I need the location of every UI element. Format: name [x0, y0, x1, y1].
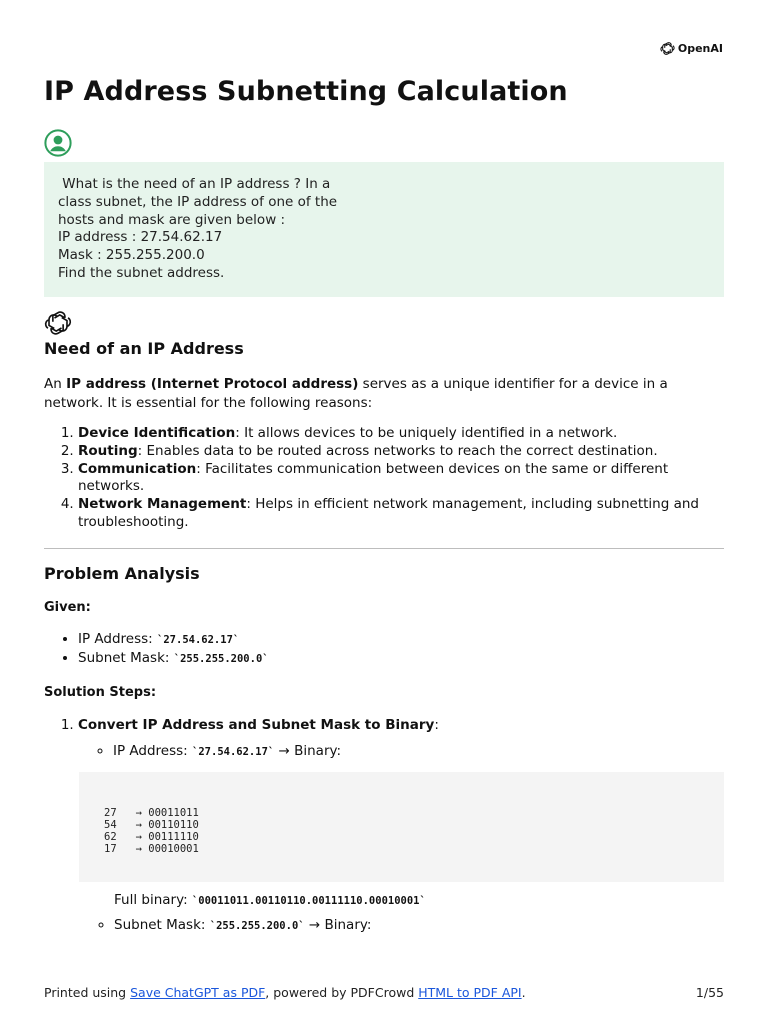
sub-list: [78, 742, 724, 761]
page-number: 1/55: [695, 985, 724, 1000]
user-message-line: What is the need of an IP address ? In a: [58, 176, 331, 192]
sub-list: [79, 916, 724, 935]
reason-title: Device Identification: [78, 425, 236, 441]
section-heading-need: Need of an IP Address: [44, 339, 244, 358]
list-item: [78, 496, 724, 532]
intro-text: An: [44, 376, 67, 392]
chatgpt-logo-icon: [44, 309, 72, 337]
user-message-line: class subnet, the IP address of one of the: [58, 193, 338, 210]
footer-text: Printed using: [44, 985, 131, 1000]
list-item: [78, 716, 724, 761]
inline-code: `255.255.200.0`: [173, 652, 269, 665]
inline-code: `255.255.200.0`: [209, 919, 305, 932]
reason-text: : Facilitates communication between devices on the same or different networks.: [78, 460, 669, 495]
inline-code: `00011011.00110110.00111110.00010001`: [191, 894, 426, 907]
list-item: [114, 916, 724, 935]
list-item: [78, 630, 724, 649]
page-title: IP Address Subnetting Calculation: [44, 76, 568, 107]
save-chatgpt-pdf-link[interactable]: Save ChatGPT as PDF: [130, 985, 266, 1000]
section-divider: [44, 548, 724, 549]
openai-logo-icon: [660, 41, 675, 56]
list-item: [113, 742, 724, 761]
sub-item-suffix: → Binary:: [304, 916, 372, 933]
reason-title: Routing: [78, 442, 138, 459]
sub-item-suffix: → Binary:: [274, 742, 342, 759]
page-footer: [44, 985, 724, 1000]
code-line: 27 → 00011011: [104, 806, 199, 819]
inline-code: `27.54.62.17`: [157, 633, 240, 646]
reason-text: : Enables data to be routed across networks to reach the correct destination.: [137, 442, 658, 459]
given-list: [44, 630, 724, 668]
sub-item-label: IP Address:: [113, 742, 193, 759]
user-avatar-icon: [44, 129, 72, 157]
code-line: 62 → 00111110: [104, 830, 199, 843]
reason-title: Network Management: [78, 496, 247, 513]
step-colon: :: [434, 716, 439, 733]
user-message-line: hosts and mask are given below :: [58, 211, 286, 228]
list-item: [78, 443, 724, 461]
footer-text: .: [521, 985, 526, 1000]
given-label: Given:: [44, 599, 91, 615]
full-binary-line: [114, 891, 724, 910]
user-message-line: Mask : 255.255.200.0: [58, 247, 205, 264]
list-item: [78, 425, 724, 443]
user-message-line: IP address : 27.54.62.17: [58, 229, 223, 246]
code-line: 17 → 00010001: [104, 842, 199, 855]
given-item-label: IP Address:: [78, 630, 158, 647]
intro-paragraph: [44, 375, 724, 413]
footer-text: , powered by PDFCrowd: [265, 985, 419, 1000]
footer-credit: [44, 985, 526, 1000]
reasons-list: [44, 425, 724, 532]
list-item: [78, 461, 724, 497]
given-item-label: Subnet Mask:: [78, 649, 174, 666]
reason-text: : Helps in efficient network management, including subnetting and troubleshooting.: [78, 496, 699, 530]
intro-text: serves as a unique identifier for a device in a network. It is essential for the following reasons:: [44, 376, 668, 411]
list-item: [78, 649, 724, 668]
html-to-pdf-api-link[interactable]: HTML to PDF API: [418, 985, 522, 1000]
answer-content: [44, 340, 724, 935]
full-binary-label: Full binary:: [114, 891, 192, 908]
intro-bold-term: IP address (Internet Protocol address): [66, 376, 359, 392]
reason-title: Communication: [78, 460, 197, 477]
reason-text: : It allows devices to be uniquely identified in a network.: [235, 425, 618, 441]
solution-steps-label: Solution Steps:: [44, 684, 157, 700]
step-title: Convert IP Address and Subnet Mask to Binary: [78, 716, 435, 733]
section-heading-analysis: Problem Analysis: [44, 563, 200, 583]
inline-code: `27.54.62.17`: [192, 745, 275, 758]
solution-steps-list: [44, 716, 724, 761]
brand-name: OpenAI: [677, 42, 723, 55]
user-message-bubble: [44, 162, 724, 297]
openai-brand: [660, 41, 723, 56]
user-message-line: Find the subnet address.: [58, 264, 225, 281]
sub-item-label: Subnet Mask:: [114, 916, 210, 933]
code-block: [79, 772, 724, 882]
code-line: 54 → 00110110: [104, 818, 199, 831]
